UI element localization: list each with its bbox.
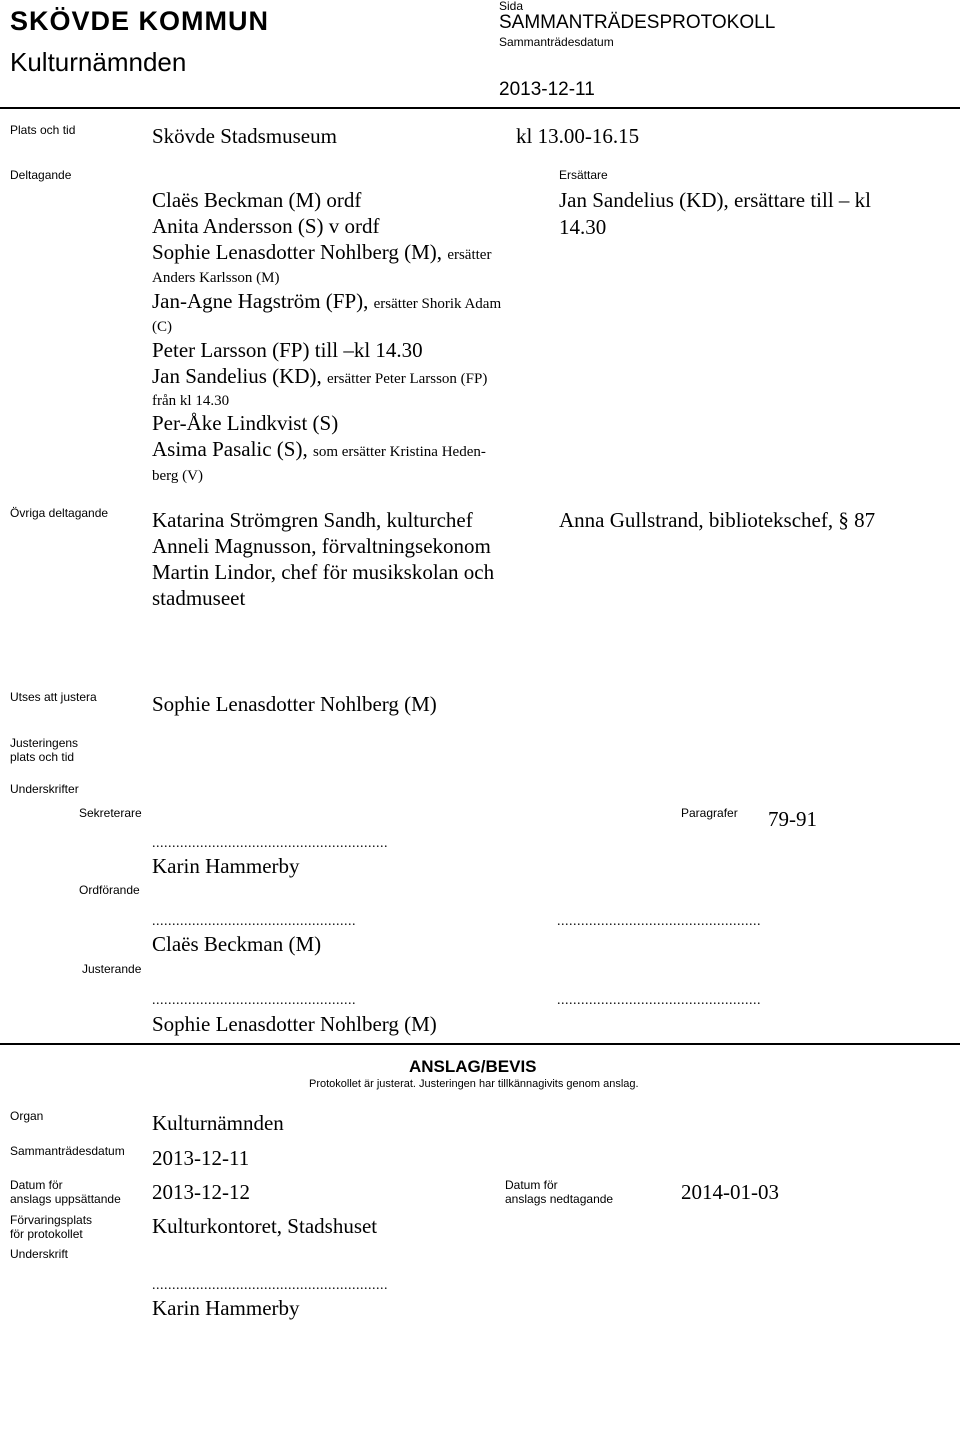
participants-label: Deltagande (10, 168, 72, 182)
signature-label: Underskrift (10, 1247, 69, 1261)
posted-date-label: Datum för anslags uppsättande (10, 1178, 121, 1206)
signature-name: Karin Hammerby (152, 1296, 300, 1320)
notice-divider (0, 1043, 960, 1045)
appointed-value: Sophie Lenasdotter Nohlberg (M) (152, 692, 437, 716)
participant-line: Anita Andersson (S) v ordf (152, 214, 380, 238)
signatures-label: Underskrifter (10, 782, 79, 796)
storage-label: Förvaringsplats för protokollet (10, 1213, 93, 1241)
posted-date-value: 2013-12-12 (152, 1180, 250, 1204)
removed-date-value: 2014-01-03 (681, 1180, 779, 1204)
place-value: Skövde Stadsmuseum (152, 124, 337, 148)
other-participant: Katarina Strömgren Sandh, kulturchef (152, 508, 473, 532)
chair-label: Ordförande (79, 883, 140, 897)
signature-line: ........................................................... (152, 1278, 388, 1293)
substitutes-label: Ersättare (559, 168, 608, 182)
paragraphs-label: Paragrafer (681, 806, 738, 820)
municipality-logo: SKÖVDE KOMMUN (10, 6, 270, 36)
place-label: Plats och tid (10, 123, 76, 137)
participant-line: Per-Åke Lindkvist (S) (152, 411, 339, 435)
document-type: SAMMANTRÄDESPROTOKOLL (499, 12, 776, 33)
signature-line: ........................................................... (152, 836, 388, 851)
participant-line: Anders Karlsson (M) (152, 270, 280, 286)
meeting-date: 2013-12-11 (499, 79, 595, 100)
participant-line: Jan-Agne Hagström (FP), ersätter Shorik Adam (152, 289, 502, 313)
participant-line: berg (V) (152, 468, 203, 484)
adjust-place-label: Justeringens plats och tid (10, 736, 79, 764)
organ-label: Organ (10, 1109, 44, 1123)
participants-list (152, 187, 542, 487)
adjuster-name: Sophie Lenasdotter Nohlberg (M) (152, 1012, 437, 1036)
substitute-line: 14.30 (559, 215, 607, 239)
participant-line: Sophie Lenasdotter Nohlberg (M), ersätter (152, 240, 492, 264)
participant-line: Claës Beckman (M) ordf (152, 188, 362, 212)
notice-date-label: Sammanträdesdatum (10, 1144, 125, 1158)
removed-date-label: Datum för anslags nedtagande (505, 1178, 614, 1206)
participant-line: Peter Larsson (FP) till –kl 14.30 (152, 338, 423, 362)
header-divider (0, 107, 960, 109)
organ-value: Kulturnämnden (152, 1111, 284, 1135)
storage-value: Kulturkontoret, Stadshuset (152, 1214, 378, 1238)
paragraphs-value: 79-91 (768, 807, 817, 831)
participant-line: Asima Pasalic (S), som ersätter Kristina Heden- (152, 437, 486, 461)
chair-name: Claës Beckman (M) (152, 932, 322, 956)
signature-line: ................................................... (557, 914, 761, 929)
notice-title: ANSLAG/BEVIS (409, 1057, 537, 1076)
other-participant: Anneli Magnusson, förvaltningsekonom (152, 534, 491, 558)
time-value: kl 13.00-16.15 (516, 124, 640, 148)
meeting-date-label: Sammanträdesdatum (499, 35, 614, 49)
notice-date-value: 2013-12-11 (152, 1146, 250, 1170)
notice-subtitle: Protokollet är justerat. Justeringen har tillkännagivits genom anslag. (309, 1078, 639, 1090)
others-list (152, 507, 494, 611)
other-participant: Martin Lindor, chef för musikskolan och (152, 560, 495, 584)
participant-line: (C) (152, 319, 172, 335)
participant-line: Jan Sandelius (KD), ersätter Peter Larsson (FP) (152, 364, 488, 388)
others-label: Övriga deltagande (10, 506, 109, 520)
other-participant: stadmuseet (152, 586, 246, 610)
substitute-line: Jan Sandelius (KD), ersättare till – kl (559, 188, 872, 212)
secretary-name: Karin Hammerby (152, 854, 300, 878)
adjuster-label: Justerande (82, 962, 142, 976)
signature-line: ................................................... (152, 914, 356, 929)
page-label: Sida (499, 0, 524, 13)
participant-line: från kl 14.30 (152, 393, 230, 409)
other-participant-right: Anna Gullstrand, bibliotekschef, § 87 (559, 508, 876, 532)
committee-name: Kulturnämnden (10, 47, 187, 77)
signature-line: ................................................... (557, 993, 761, 1008)
signature-line: ................................................... (152, 993, 356, 1008)
secretary-label: Sekreterare (79, 806, 142, 820)
appointed-label: Utses att justera (10, 690, 97, 704)
